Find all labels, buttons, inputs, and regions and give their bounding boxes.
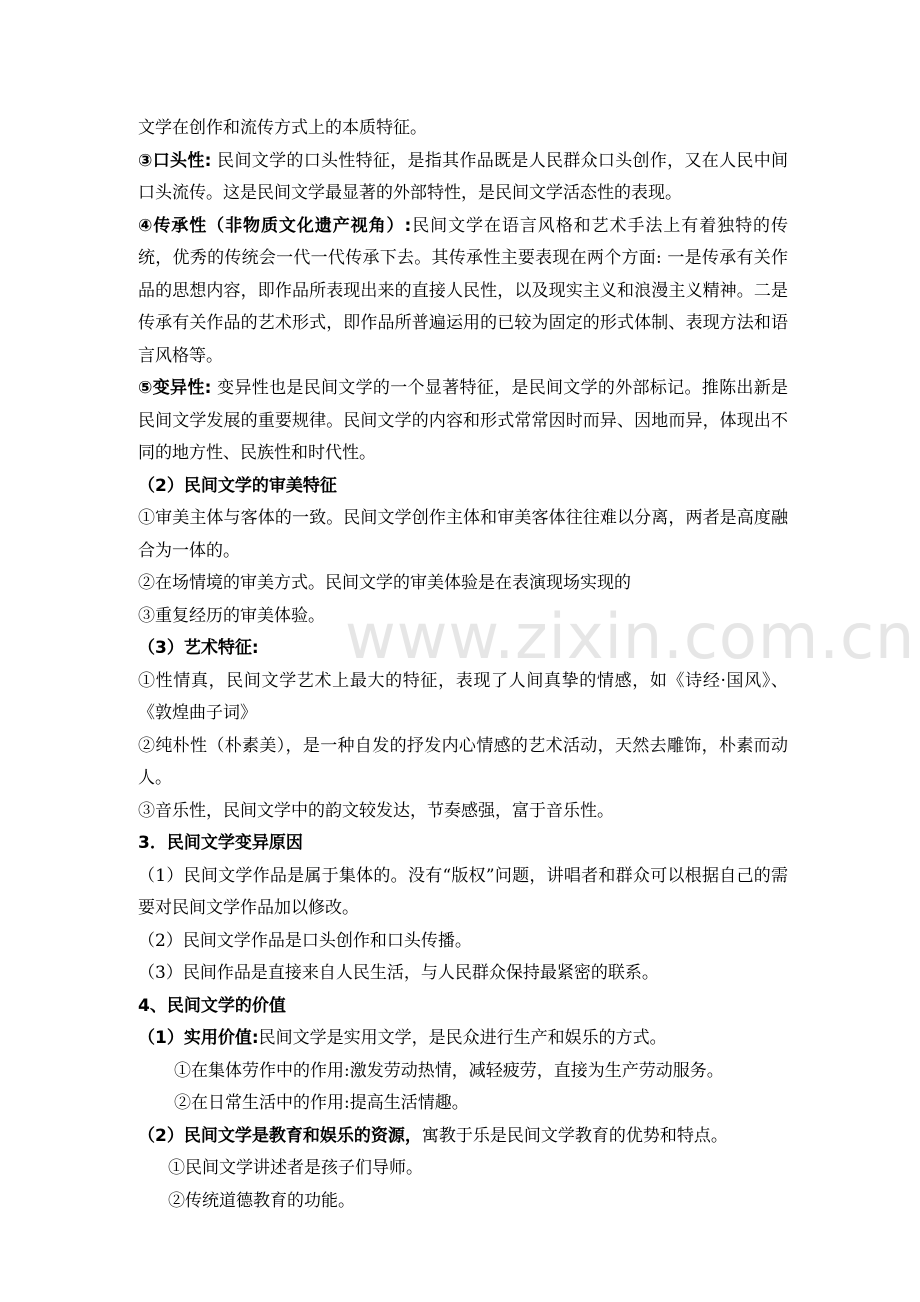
- paragraph-education: [138, 1120, 788, 1153]
- list-item: ①性情真，民间文学艺术上最大的特征，表现了人间真挚的情感，如《诗经·国风》、《敦煌曲子词》: [138, 670, 788, 723]
- heading-art: （3）艺术特征:: [138, 638, 259, 658]
- text: 民间文学是实用文学，是民众进行生产和娱乐的方式。: [258, 1028, 667, 1048]
- paragraph-variability: [138, 372, 788, 470]
- text: 变异性也是民间文学的一个显著特征，是民间文学的外部标记。推陈出新是民间文学发展的重要规律。民间文学的内容和形式常常因时而异、因地而异，体现出不同的地方性、民族性和时代性。: [138, 378, 788, 463]
- text: 民间文学在语言风格和艺术手法上有着独特的传统，优秀的传统会一代一代传承下去。其传承性主要表现在两个方面: 一是传承有关作品的思想内容，即作品所表现出来的直接人民性，以及现实主义和浪漫主义精神。二是传承有关作品的艺术形式，即作品所普遍运用的已较为固定的形式体制、表现方法和语言风格等。: [138, 215, 788, 366]
- term-inheritance: ④传承性（非物质文化遗产视角）:: [138, 215, 412, 236]
- list-item: ②传统道德教育的功能。: [168, 1190, 355, 1211]
- section-heading-3: 3．民间文学变异原因: [138, 833, 303, 853]
- heading-aesthetic: （2）民间文学的审美特征: [138, 475, 337, 496]
- list-item: ③音乐性，民间文学中的韵文较发达，节奏感强，富于音乐性。: [138, 800, 614, 821]
- list-item: （2）民间文学作品是口头创作和口头传播。: [138, 930, 472, 951]
- list-item: ①审美主体与客体的一致。民间文学创作主体和审美客体往往难以分离，两者是高度融合为一体的。: [138, 508, 788, 561]
- term-oral: ③口头性:: [138, 150, 212, 171]
- list-item: ②在日常生活中的作用:提高生活情趣。: [174, 1093, 469, 1113]
- term-education: （2）民间文学是教育和娱乐的资源，: [138, 1125, 422, 1146]
- list-item: ②纯朴性（朴素美），是一种自发的抒发内心情感的艺术活动，天然去雕饰，朴素而动人。: [138, 735, 788, 788]
- list-item: ①在集体劳作中的作用:激发劳动热情，减轻疲劳，直接为生产劳动服务。: [174, 1060, 724, 1081]
- section-heading-4: 4、民间文学的价值: [138, 995, 286, 1016]
- watermark: www.zixin.com.cn: [345, 600, 916, 673]
- list-item: ③重复经历的审美体验。: [138, 605, 325, 626]
- list-item: （1）民间文学作品是属于集体的。没有“版权”问题，讲唱者和群众可以根据自己的需要对民间文学作品加以修改。: [138, 865, 788, 918]
- paragraph-inheritance: [138, 210, 788, 373]
- document-page: [138, 112, 788, 1217]
- list-item: ①民间文学讲述者是孩子们导师。: [168, 1158, 423, 1178]
- term-variability: ⑤变异性:: [138, 378, 212, 398]
- text: 寓教于乐是民间文学教育的优势和特点。: [421, 1125, 728, 1146]
- paragraph: 文学在创作和流传方式上的本质特征。: [138, 118, 427, 138]
- list-item: ②在场情境的审美方式。民间文学的审美体验是在表演现场实现的: [138, 573, 631, 593]
- paragraph-oral: [138, 145, 788, 210]
- term-practical: （1）实用价值:: [138, 1028, 259, 1048]
- paragraph-practical: [138, 1022, 788, 1055]
- list-item: （3）民间作品是直接来自人民生活，与人民群众保持最紧密的联系。: [138, 963, 659, 983]
- text: 民间文学的口头性特征，是指其作品既是人民群众口头创作，又在人民中间口头流传。这是民间文学最显著的外部特性，是民间文学活态性的表现。: [138, 150, 788, 203]
